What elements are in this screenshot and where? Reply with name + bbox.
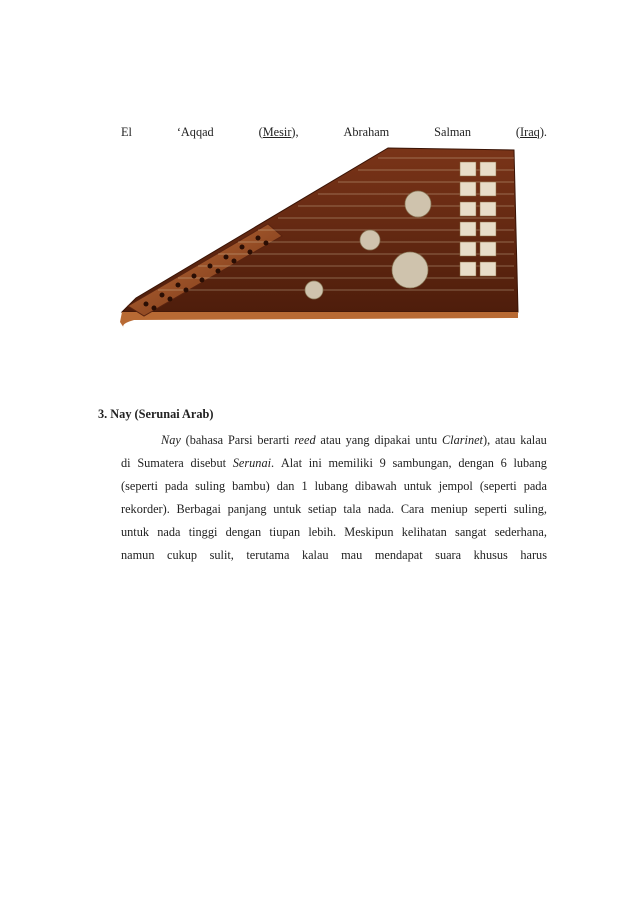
paragraph-line-5: untuk nada tinggi dengan tiupan lebih. Meskipun kelihatan sangat sederhana, — [121, 525, 547, 539]
qanun-instrument-image — [118, 140, 530, 328]
word: El — [121, 125, 132, 139]
link-iraq[interactable]: Iraq — [520, 125, 540, 139]
paragraph-line-1: Nay (bahasa Parsi berarti reed atau yang dipakai untu Clarinet), atau kalau — [161, 433, 547, 447]
paragraph-line-4: rekorder). Berbagai panjang untuk setiap tala nada. Cara meniup seperti suling, — [121, 502, 547, 516]
paragraph-line-3: (seperti pada suling bambu) dan 1 lubang dibawah untuk jempol (seperti pada — [121, 479, 547, 493]
word-group: (Iraq). — [515, 125, 547, 139]
word: ‘Aqqad — [176, 125, 214, 139]
word: Abraham — [343, 125, 390, 139]
section-heading: 3. Nay (Serunai Arab) — [98, 407, 214, 421]
link-mesir[interactable]: Mesir — [262, 125, 292, 139]
word: Salman — [434, 125, 472, 139]
paragraph-line-6: namun cukup sulit, terutama kalau mau mendapat suara khusus harus — [121, 548, 547, 562]
text-line-1 — [121, 124, 547, 140]
word-group: (Mesir), — [258, 125, 299, 139]
paragraph-line-2: di Sumatera disebut Serunai. Alat ini memiliki 9 sambungan, dengan 6 lubang — [121, 456, 547, 470]
